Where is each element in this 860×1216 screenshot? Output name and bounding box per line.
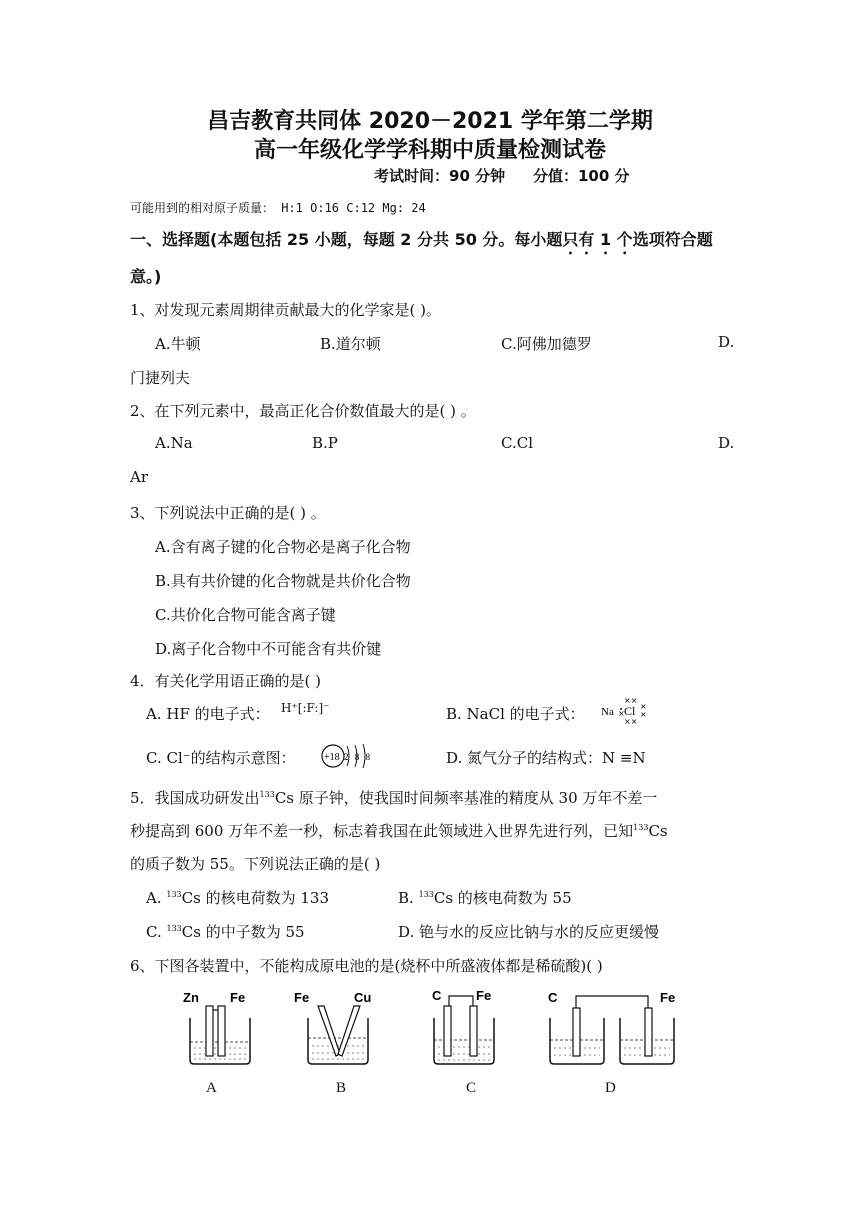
svg-text:C: C [548, 990, 558, 1005]
exam-time: 考试时间：90 分钟 [374, 167, 506, 185]
svg-text:Fe: Fe [294, 990, 310, 1005]
q2-option-d-text: Ar [130, 468, 149, 486]
beaker-b-image [292, 988, 382, 1072]
svg-text:Cu: Cu [354, 990, 372, 1005]
svg-text:×: × [618, 709, 625, 718]
q1-option-d-label: D. [718, 333, 735, 351]
svg-text:Fe: Fe [230, 990, 246, 1005]
svg-text:C: C [432, 988, 442, 1003]
q4-option-b: B. NaCl 的电子式： [446, 705, 585, 723]
svg-text:Na: Na [601, 706, 614, 718]
nacl-electron-formula-image [600, 695, 652, 725]
cl-structure-diagram-image [320, 740, 372, 772]
q6-stem: 6、下图各装置中，不能构成原电池的是(烧杯中所盛液体都是稀硫酸)( ) [130, 957, 603, 975]
q1-stem: 1、对发现元素周期律贡献最大的化学家是( )。 [130, 301, 442, 319]
figure-b [292, 988, 382, 1076]
nacl-electron-formula [600, 695, 652, 729]
atomic-masses: 可能用到的相对原子质量： H:1 O:16 C:12 Mg: 24 [130, 201, 426, 215]
beaker-d-image [540, 986, 690, 1072]
section-heading-line2: 意。) [130, 267, 162, 286]
q5-line-3: 的质子数为 55。下列说法正确的是( ) [130, 855, 381, 873]
beaker-a-image [180, 988, 260, 1072]
q2-option-b: B.P [312, 434, 338, 452]
q1-option-b: B.道尔顿 [320, 335, 381, 353]
q5-line-2: 秒提高到 600 万年不差一秒，标志着我国在此领域进入世界先进行列，已知$^{133}$Cs [130, 822, 668, 840]
title-line-2: 高一年级化学学科期中质量检测试卷 [253, 138, 606, 163]
svg-text:2 8 8: 2 8 8 [344, 752, 372, 762]
q3-stem: 3、下列说法中正确的是( ) 。 [130, 504, 326, 522]
hf-electron-formula: H⁺[:F:]⁻ [281, 701, 330, 715]
svg-text:×: × [640, 710, 647, 719]
q4-option-c: C. Cl⁻的结构示意图： [146, 749, 296, 767]
exam-score: 分值：100 分 [533, 167, 630, 185]
q2-option-d-label: D. [718, 434, 735, 452]
q3-option-b: B.具有共价键的化合物就是共价化合物 [155, 572, 411, 590]
q5-option-a: A. $^{133}$Cs 的核电荷数为 133 [146, 889, 329, 907]
q1-option-d-text: 门捷列夫 [130, 369, 191, 387]
q1-option-a: A.牛顿 [155, 335, 201, 353]
figure-b-label: B [336, 1080, 347, 1096]
section-heading: 一、选择题(本题包括 25 小题，每题 2 分共 50 分。每小题只有 1 个选项符合题 [130, 230, 713, 249]
q3-option-c: C.共价化合物可能含离子键 [155, 606, 336, 624]
title-line-1: 昌吉教育共同体 2020－2021 学年第二学期 [207, 109, 653, 134]
q5-option-d: D. 铯与水的反应比钠与水的反应更缓慢 [398, 923, 660, 941]
figure-d [540, 986, 690, 1076]
q5-option-b: B. $^{133}$Cs 的核电荷数为 55 [398, 889, 572, 907]
svg-text:×: × [640, 702, 647, 711]
figure-d-label: D [605, 1080, 616, 1096]
beaker-c-image [426, 984, 506, 1072]
figure-c [426, 984, 506, 1076]
svg-text:Fe: Fe [476, 988, 492, 1003]
svg-text:Fe: Fe [660, 990, 676, 1005]
q4-option-a: A. HF 的电子式： [146, 705, 270, 723]
q5-option-c: C. $^{133}$Cs 的中子数为 55 [146, 923, 305, 941]
q1-option-c: C.阿佛加德罗 [501, 335, 592, 353]
cl-structure-diagram [320, 740, 372, 776]
figure-c-label: C [466, 1080, 477, 1096]
q2-option-c: C.Cl [501, 434, 533, 452]
svg-text:××: ×× [624, 717, 638, 725]
q3-option-d: D.离子化合物中不可能含有共价键 [155, 640, 382, 658]
q2-stem: 2、在下列元素中，最高正化合价数值最大的是( ) 。 [130, 402, 476, 420]
q2-option-a: A.Na [155, 434, 193, 452]
q3-option-a: A.含有离子键的化合物必是离子化合物 [155, 538, 411, 556]
q4-option-d: D. 氮气分子的结构式：N ≡N [446, 749, 646, 767]
figure-a [180, 988, 260, 1076]
svg-text:+18: +18 [324, 752, 340, 763]
svg-text:××: ×× [624, 696, 638, 705]
figure-a-label: A [206, 1080, 217, 1096]
q5-line-1: 5．我国成功研发出$^{133}$Cs 原子钟，使我国时间频率基准的精度从 30 万年不差一 [130, 789, 658, 807]
heading-emphasis: 只有 1 个 [562, 230, 633, 249]
svg-text:Zn: Zn [183, 990, 199, 1005]
q4-stem: 4．有关化学用语正确的是( ) [130, 672, 322, 690]
svg-text:Cl: Cl [624, 704, 636, 718]
